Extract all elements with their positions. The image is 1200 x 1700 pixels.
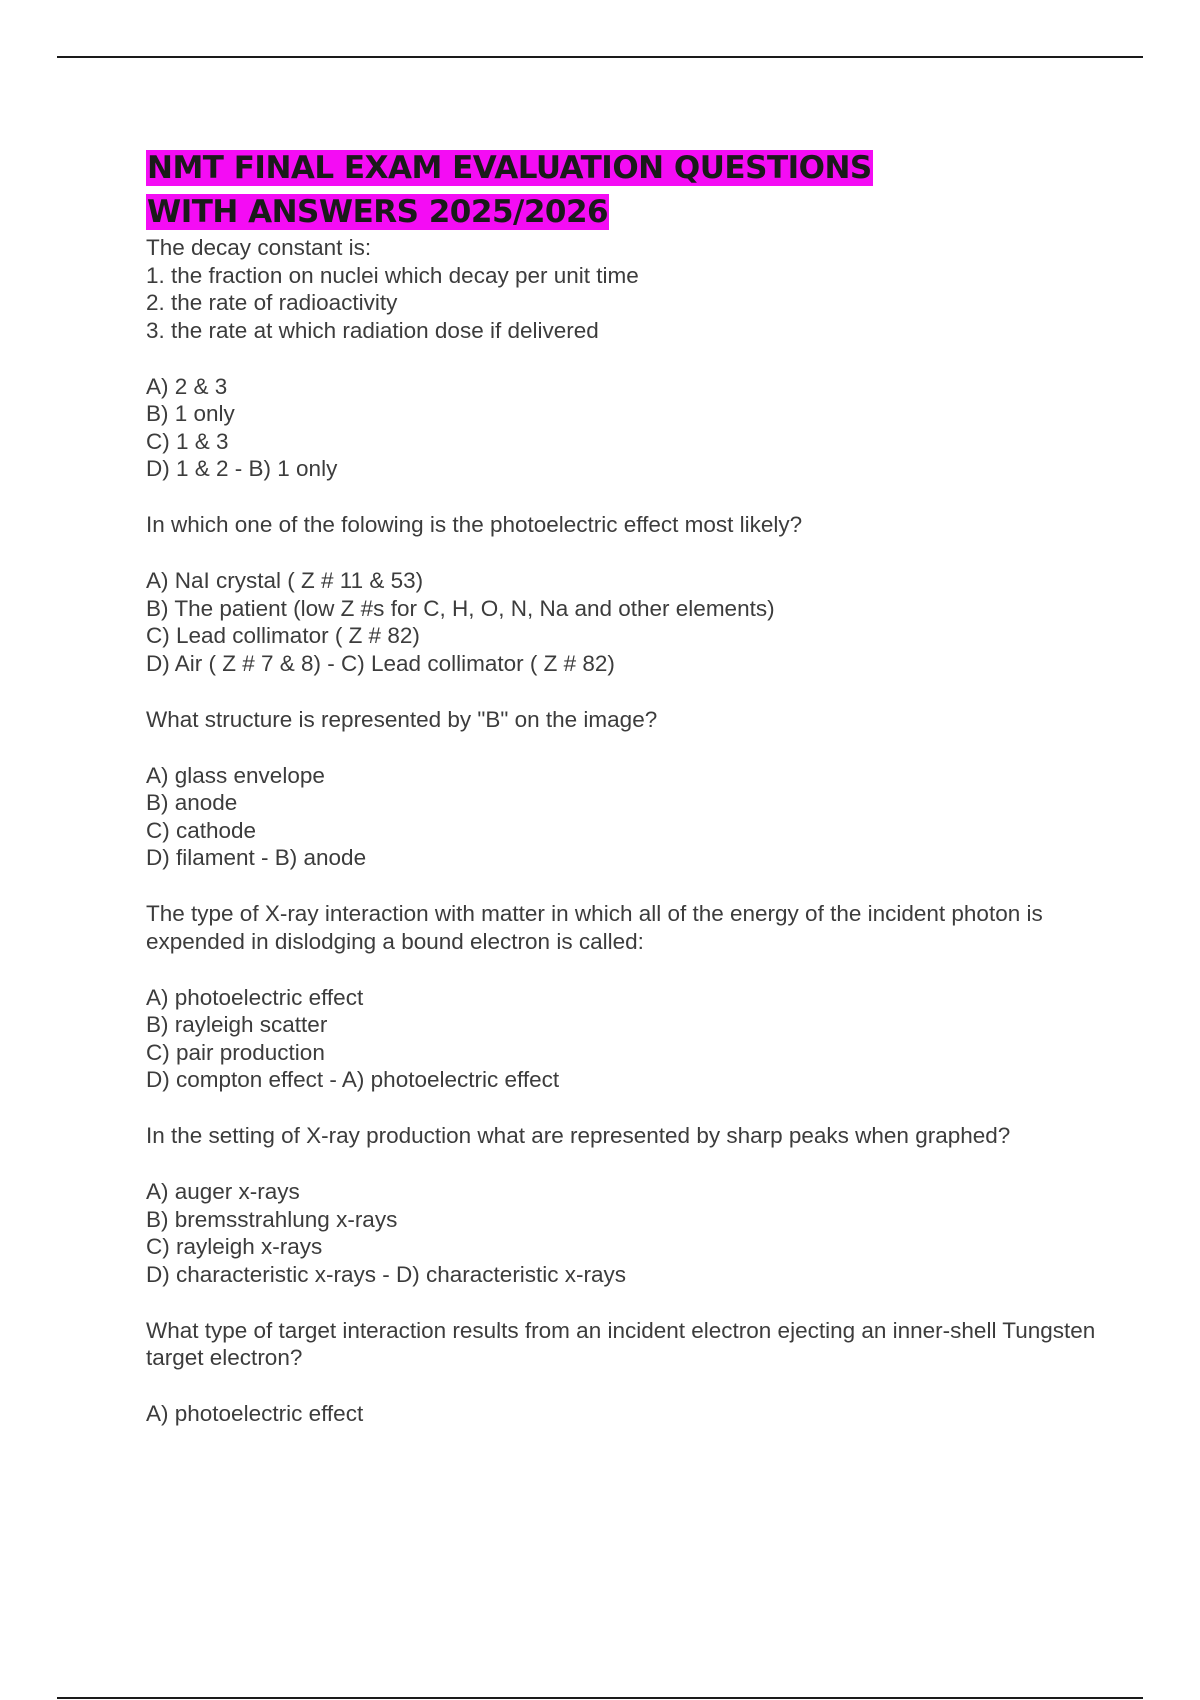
option: C) 1 & 3 bbox=[146, 428, 229, 454]
question-text: The type of X-ray interaction with matter in which all of the energy of the incident photon is expended in dislodging a bound electron is called: bbox=[146, 901, 1043, 954]
document-content bbox=[146, 146, 1106, 1428]
option: A) glass envelope bbox=[146, 762, 325, 788]
question-3 bbox=[146, 706, 1106, 872]
question-text: What structure is represented by "B" on the image? bbox=[146, 706, 658, 732]
statement: 1. the fraction on nuclei which decay per unit time bbox=[146, 262, 639, 288]
option: B) rayleigh scatter bbox=[146, 1012, 328, 1037]
option: C) rayleigh x-rays bbox=[146, 1234, 323, 1259]
option-with-answer: D) Air ( Z # 7 & 8) - C) Lead collimator ( Z # 82) bbox=[146, 650, 615, 676]
option: C) cathode bbox=[146, 817, 257, 843]
option: B) The patient (low Z #s for C, H, O, N, Na and other elements) bbox=[146, 595, 775, 621]
option-with-answer: D) characteristic x-rays - D) characteristic x-rays bbox=[146, 1261, 627, 1287]
option: A) photoelectric effect bbox=[146, 1401, 364, 1426]
question-2 bbox=[146, 511, 1106, 677]
option: A) auger x-rays bbox=[146, 1179, 300, 1204]
option: A) 2 & 3 bbox=[146, 373, 228, 399]
statement: 2. the rate of radioactivity bbox=[146, 290, 398, 315]
option: B) bremsstrahlung x-rays bbox=[146, 1206, 398, 1232]
bottom-rule bbox=[57, 1697, 1143, 1699]
question-text: In which one of the folowing is the photoelectric effect most likely? bbox=[146, 512, 803, 537]
option-with-answer: D) compton effect - A) photoelectric effect bbox=[146, 1067, 560, 1092]
option: B) anode bbox=[146, 790, 238, 815]
question-6 bbox=[146, 1317, 1106, 1428]
option-with-answer: D) 1 & 2 - B) 1 only bbox=[146, 456, 338, 481]
option-with-answer: D) filament - B) anode bbox=[146, 845, 367, 870]
option: C) pair production bbox=[146, 1039, 325, 1065]
question-4 bbox=[146, 900, 1106, 1094]
statement: 3. the rate at which radiation dose if delivered bbox=[146, 317, 599, 343]
option: B) 1 only bbox=[146, 401, 235, 426]
question-text: What type of target interaction results from an incident electron ejecting an inner-shell Tungsten target electron? bbox=[146, 1317, 1096, 1370]
option: A) NaI crystal ( Z # 11 & 53) bbox=[146, 568, 424, 593]
option: A) photoelectric effect bbox=[146, 984, 364, 1010]
question-1 bbox=[146, 234, 1106, 483]
question-text: In the setting of X-ray production what are represented by sharp peaks when graphed? bbox=[146, 1123, 1011, 1148]
question-5 bbox=[146, 1122, 1106, 1288]
question-text: The decay constant is: bbox=[146, 235, 372, 260]
option: C) Lead collimator ( Z # 82) bbox=[146, 623, 420, 648]
top-rule bbox=[57, 56, 1143, 58]
document-title: NMT FINAL EXAM EVALUATION QUESTIONS WITH ANSWERS 2025/2026 bbox=[147, 150, 872, 230]
